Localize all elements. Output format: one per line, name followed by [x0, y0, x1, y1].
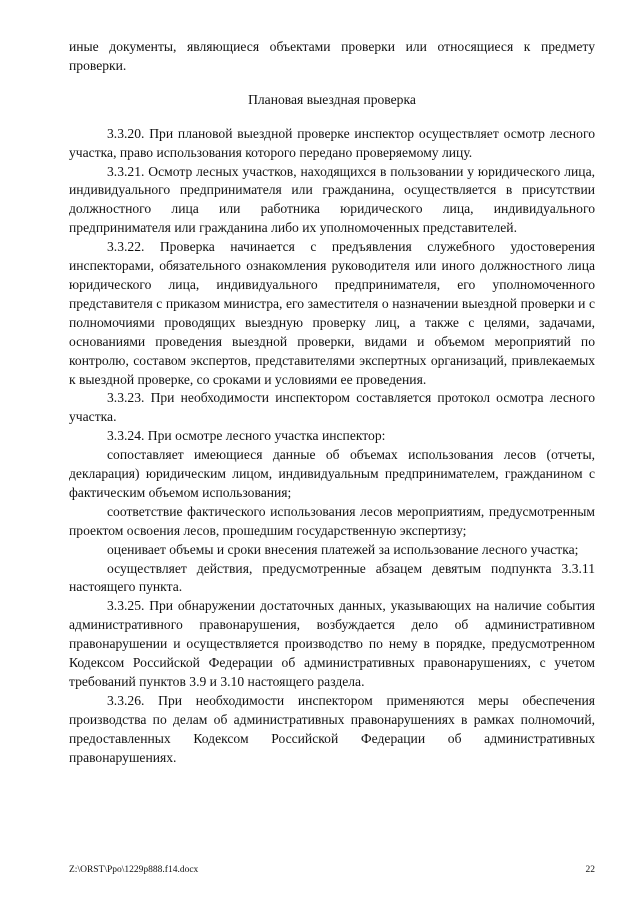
paragraph-3-3-24-item-1: сопоставляет имеющиеся данные об объемах использования лесов (отчеты, декларация) юридическим лицом, индивидуальным предпринимателем, гражданином с фактическим объемом использования; — [69, 447, 595, 500]
paragraph-3-3-24: 3.3.24. При осмотре лесного участка инспектор: — [107, 428, 386, 444]
footer-file-path: Z:\ORST\Ppo\1229p888.f14.docx — [69, 865, 199, 875]
paragraph-3-3-20: 3.3.20. При плановой выездной проверке инспектор осуществляет осмотр лесного участка, право использования которого передано проверяемому лицу. — [69, 125, 595, 160]
paragraph-3-3-26: 3.3.26. При необходимости инспектором применяются меры обеспечения производства по делам об административных правонарушениях в рамках полномочий, предоставленных Кодексом Российской Федерации об административных правонарушениях. — [69, 692, 595, 765]
paragraph-3-3-24-item-3: оценивает объемы и сроки внесения платежей за использование лесного участка; — [107, 541, 579, 557]
section-heading: Плановая выездная проверка — [248, 91, 416, 107]
paragraph-continuation: иные документы, являющиеся объектами проверки или относящиеся к предмету проверки. — [69, 39, 595, 73]
paragraph-3-3-22: 3.3.22. Проверка начинается с предъявления служебного удостоверения инспекторами, обязательного ознакомления руководителя или иного должностного лица юридического лица, индивидуального предпринимателя, его уполномоченного представителя с приказом министра, его заместителя о назначении выездной проверки и с полномочиями проводящих выездную проверку лиц, а также с целями, задачами, основаниями проведения выездной проверки, видами и объемом мероприятий по контролю, составом экспертов, представителями экспертных организаций, привлекаемых к выездной проверке, со сроками и условиями ее проведения. — [69, 239, 595, 387]
paragraph-3-3-23: 3.3.23. При необходимости инспектором составляется протокол осмотра лесного участка. — [69, 390, 595, 425]
paragraph-3-3-21: 3.3.21. Осмотр лесных участков, находящихся в пользовании у юридического лица, индивидуального предпринимателя или гражданина, осуществляется в присутствии должностного лица или работника юридического лица, индивидуального предпринимателя или гражданина либо их уполномоченных представителей. — [69, 163, 595, 236]
document-body — [69, 38, 595, 768]
paragraph-3-3-24-item-2: соответствие фактического использования лесов мероприятиям, предусмотренным проектом освоения лесов, прошедшим государственную экспертизу; — [69, 503, 595, 538]
page-number: 22 — [585, 865, 595, 875]
paragraph-3-3-25: 3.3.25. При обнаружении достаточных данных, указывающих на наличие события административного правонарушения, возбуждается дело об административном правонарушении и осуществляется производство по нему в порядке, предусмотренном Кодексом Российской Федерации об административных правонарушениях, с учетом требований пунктов 3.9 и 3.10 настоящего раздела. — [69, 598, 595, 689]
page-footer — [69, 864, 595, 876]
paragraph-3-3-24-item-4: осуществляет действия, предусмотренные абзацем девятым подпункта 3.3.11 настоящего пункта. — [69, 560, 595, 595]
